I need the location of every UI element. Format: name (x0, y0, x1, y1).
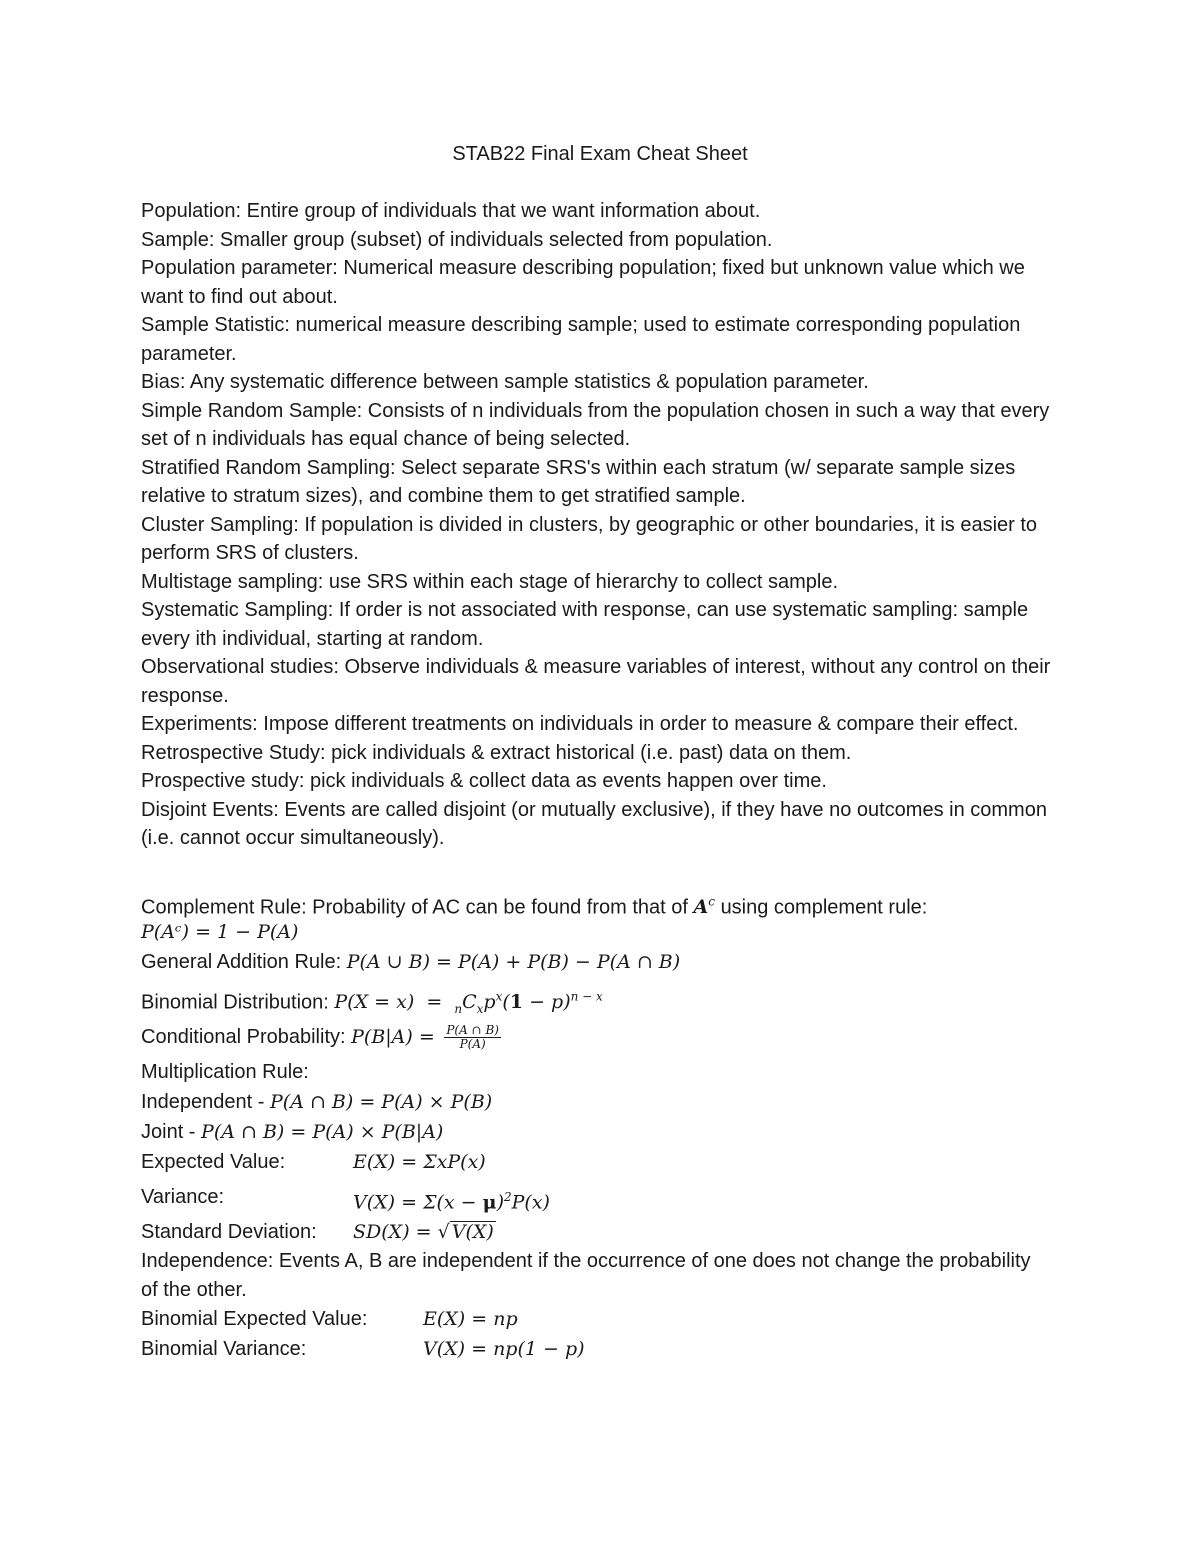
conditional-fraction (444, 1024, 501, 1051)
complement-rule-label: Complement Rule: Probability of AC can be found from that of (141, 896, 688, 919)
definition-item: Simple Random Sample: Consists of n individuals from the population chosen in such a way that every set of n individuals has equal chance of being selected. (141, 399, 1050, 450)
complement-formula: P(Aᶜ) = 1 − P(A) (141, 921, 299, 943)
joint-row (141, 1117, 1051, 1147)
binomial-expected-formula: E(X) = np (423, 1308, 518, 1330)
addition-formula: P(A ∪ B) = P(A) + P(B) − P(A ∩ B) (346, 951, 681, 973)
variance-formula: $V(X) = \Sigma(x - \mu)^2P(x)$ (353, 1190, 550, 1214)
binomial-expected-label: Binomial Expected Value: (141, 1308, 368, 1330)
multiplication-label: Multiplication Rule: (141, 1061, 309, 1083)
definition-item: Sample: Smaller group (subset) of individuals selected from population. (141, 228, 773, 251)
definition-item: Prospective study: pick individuals & collect data as events happen over time. (141, 770, 827, 792)
definitions-list (141, 197, 1051, 853)
definition-item: Population parameter: Numerical measure describing population; fixed but unknown value which we want to find out about. (141, 257, 1025, 308)
document-title: STAB22 Final Exam Cheat Sheet (452, 143, 748, 165)
definition-item: Stratified Random Sampling: Select separate SRS's within each stratum (w/ separate sample sizes relative to stratum sizes), and combine them to get stratified sample. (141, 456, 1016, 507)
variance-label: Variance: (141, 1186, 225, 1208)
binomial-formula: $P(X = x) = _nC_xp^x(1 - p)^{n - x}$ (334, 990, 603, 1017)
conditional-lhs: P(B|A) = (351, 1026, 435, 1048)
joint-label: Joint - (141, 1121, 196, 1143)
expected-value-formula: E(X) = ΣxP(x) (353, 1151, 486, 1173)
formulas-section (141, 887, 1051, 1364)
binomial-row (141, 977, 1051, 1017)
binomial-label: Binomial Distribution: (141, 991, 329, 1014)
definition-item: Population: Entire group of individuals that we want information about. (141, 200, 761, 222)
complement-rule-suffix: using complement rule: (720, 896, 928, 919)
variance-row (141, 1177, 1051, 1217)
sd-label: Standard Deviation: (141, 1221, 317, 1243)
independent-label: Independent - (141, 1091, 265, 1113)
definition-item: Observational studies: Observe individuals & measure variables of interest, without any control on their response. (141, 656, 1051, 707)
binomial-variance-formula: V(X) = np(1 − p) (423, 1338, 585, 1360)
conditional-label: Conditional Probability: (141, 1026, 346, 1048)
complement-symbol: $A^c$ (693, 895, 715, 919)
definition-item: Cluster Sampling: If population is divided in clusters, by geographic or other boundaries, it is easier to perform SRS of clusters. (141, 513, 1038, 564)
binomial-variance-row (141, 1334, 1051, 1364)
addition-rule-label: General Addition Rule: (141, 951, 342, 973)
definition-item: Experiments: Impose different treatments on individuals in order to measure & compare their effect. (141, 713, 1019, 735)
definition-item: Bias: Any systematic difference between sample statistics & population parameter. (141, 371, 869, 393)
definition-item: Systematic Sampling: If order is not associated with response, can use systematic sampling: sample every ith individual, starting at random. (141, 599, 1029, 650)
expected-value-row (141, 1147, 1051, 1177)
complement-rule-row (141, 887, 1051, 917)
sd-formula: SD(X) = √ V(X) (353, 1221, 494, 1243)
joint-formula: P(A ∩ B) = P(A) × P(B|A) (201, 1121, 444, 1143)
conditional-numerator: P(A ∩ B) (446, 1023, 499, 1038)
independent-row (141, 1087, 1051, 1117)
definition-item: Retrospective Study: pick individuals & extract historical (i.e. past) data on them. (141, 741, 852, 764)
conditional-row (141, 1017, 1051, 1057)
multiplication-row (141, 1057, 1051, 1087)
addition-rule-row (141, 947, 1051, 977)
definition-item: Disjoint Events: Events are called disjoint (or mutually exclusive), if they have no outcomes in common (i.e. cannot occur simultaneously). (141, 798, 1047, 849)
complement-formula-row (141, 917, 1051, 947)
conditional-denominator: P(A) (459, 1037, 486, 1052)
expected-value-label: Expected Value: (141, 1151, 286, 1173)
sd-row (141, 1217, 1051, 1247)
definition-item: Sample Statistic: numerical measure describing sample; used to estimate corresponding population parameter. (141, 314, 1021, 365)
definition-item: Multistage sampling: use SRS within each stage of hierarchy to collect sample. (141, 570, 839, 593)
binomial-variance-label: Binomial Variance: (141, 1338, 307, 1360)
independence-text: Independence: Events A, B are independent if the occurrence of one does not change the probability of the other. (141, 1250, 1031, 1301)
independent-formula: P(A ∩ B) = P(A) × P(B) (270, 1091, 493, 1113)
binomial-expected-row (141, 1304, 1051, 1334)
